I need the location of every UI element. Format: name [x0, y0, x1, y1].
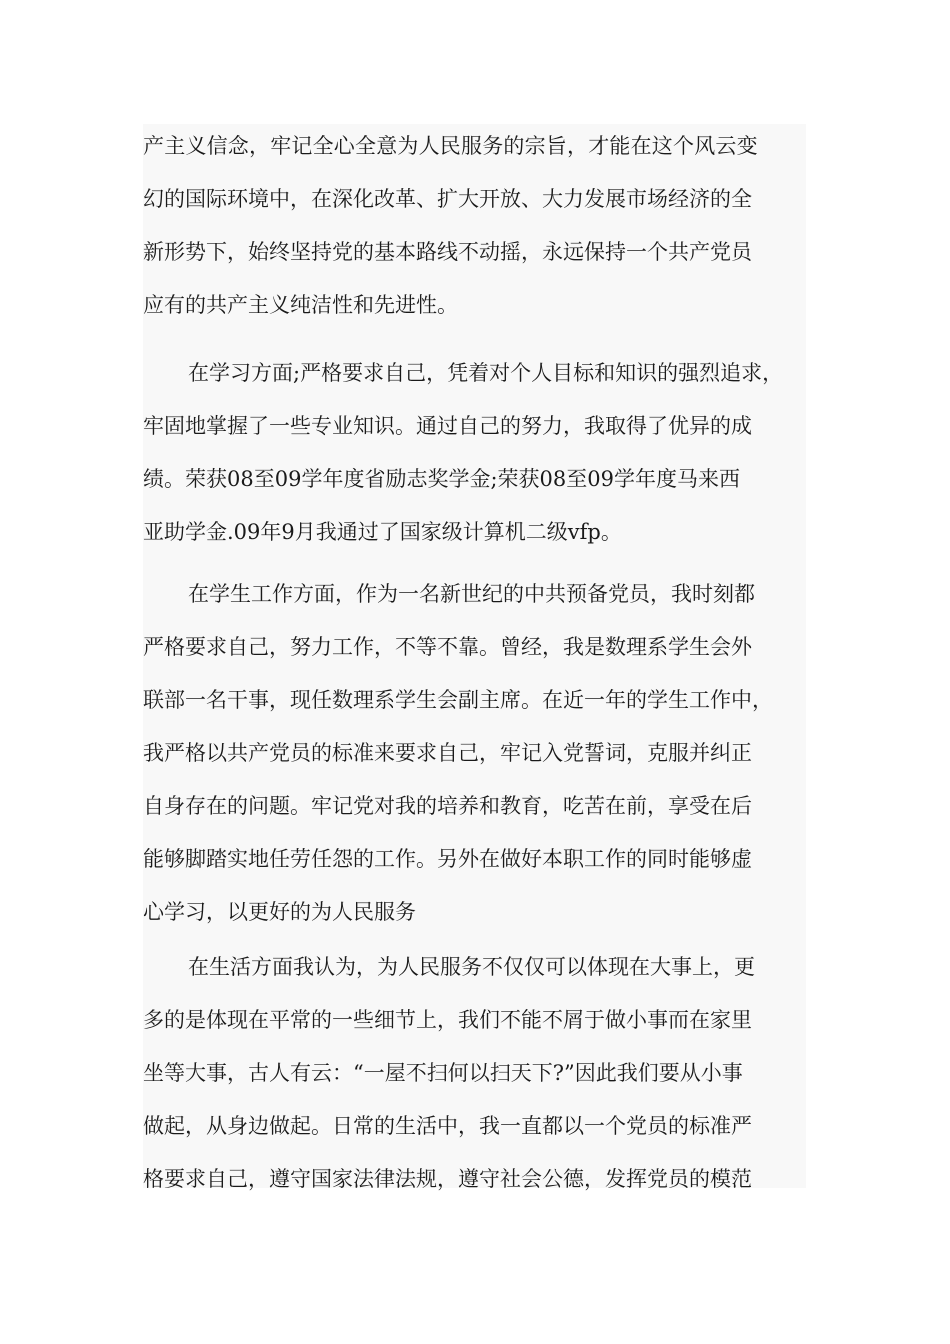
- text-line: 做起，从身边做起。日常的生活中，我一直都以一个党员的标准严: [143, 1114, 752, 1138]
- paragraph-1: [143, 127, 806, 324]
- text-line: 心学习，以更好的为人民服务: [143, 900, 416, 924]
- text-line: 自身存在的问题。牢记党对我的培养和教育，吃苦在前，享受在后: [143, 794, 752, 818]
- text-line: 在学生工作方面，作为一名新世纪的中共预备党员，我时刻都: [188, 582, 755, 606]
- text-line: 产主义信念，牢记全心全意为人民服务的宗旨，才能在这个风云变: [143, 134, 758, 158]
- paragraph-4: [143, 948, 806, 1198]
- text-line: 能够脚踏实地任劳任怨的工作。另外在做好本职工作的同时能够虚: [143, 847, 752, 871]
- paragraph-2: [143, 354, 806, 551]
- text-line: 严格要求自己，努力工作，不等不靠。曾经，我是数理系学生会外: [143, 635, 752, 659]
- text-line: 幻的国际环境中，在深化改革、扩大开放、大力发展市场经济的全: [143, 187, 752, 211]
- text-line: 应有的共产主义纯洁性和先进性。: [143, 293, 458, 317]
- text-line: 新形势下，始终坚持党的基本路线不动摇，永远保持一个共产党员: [143, 240, 752, 264]
- text-line: 坐等大事，古人有云：“一屋不扫何以扫天下?”因此我们要从小事: [143, 1061, 743, 1085]
- text-line: 在学习方面;严格要求自己，凭着对个人目标和知识的强烈追求，: [188, 361, 784, 385]
- text-line: 绩。荣获08至09学年度省励志奖学金;荣获08至09学年度马来西: [143, 467, 740, 491]
- text-line: 多的是体现在平常的一些细节上，我们不能不屑于做小事而在家里: [143, 1008, 752, 1032]
- document-text-block: [143, 124, 806, 1191]
- text-line: 在生活方面我认为，为人民服务不仅仅可以体现在大事上，更: [188, 955, 755, 979]
- text-line: 格要求自己，遵守国家法律法规，遵守社会公德，发挥党员的模范: [143, 1167, 752, 1191]
- text-line: 联部一名干事，现任数理系学生会副主席。在近一年的学生工作中，: [143, 688, 773, 712]
- text-line: 我严格以共产党员的标准来要求自己，牢记入党誓词，克服并纠正: [143, 741, 752, 765]
- paragraph-3: [143, 575, 806, 931]
- text-line: 亚助学金.09年9月我通过了国家级计算机二级vfp。: [143, 520, 622, 544]
- text-line: 牢固地掌握了一些专业知识。通过自己的努力，我取得了优异的成: [143, 414, 752, 438]
